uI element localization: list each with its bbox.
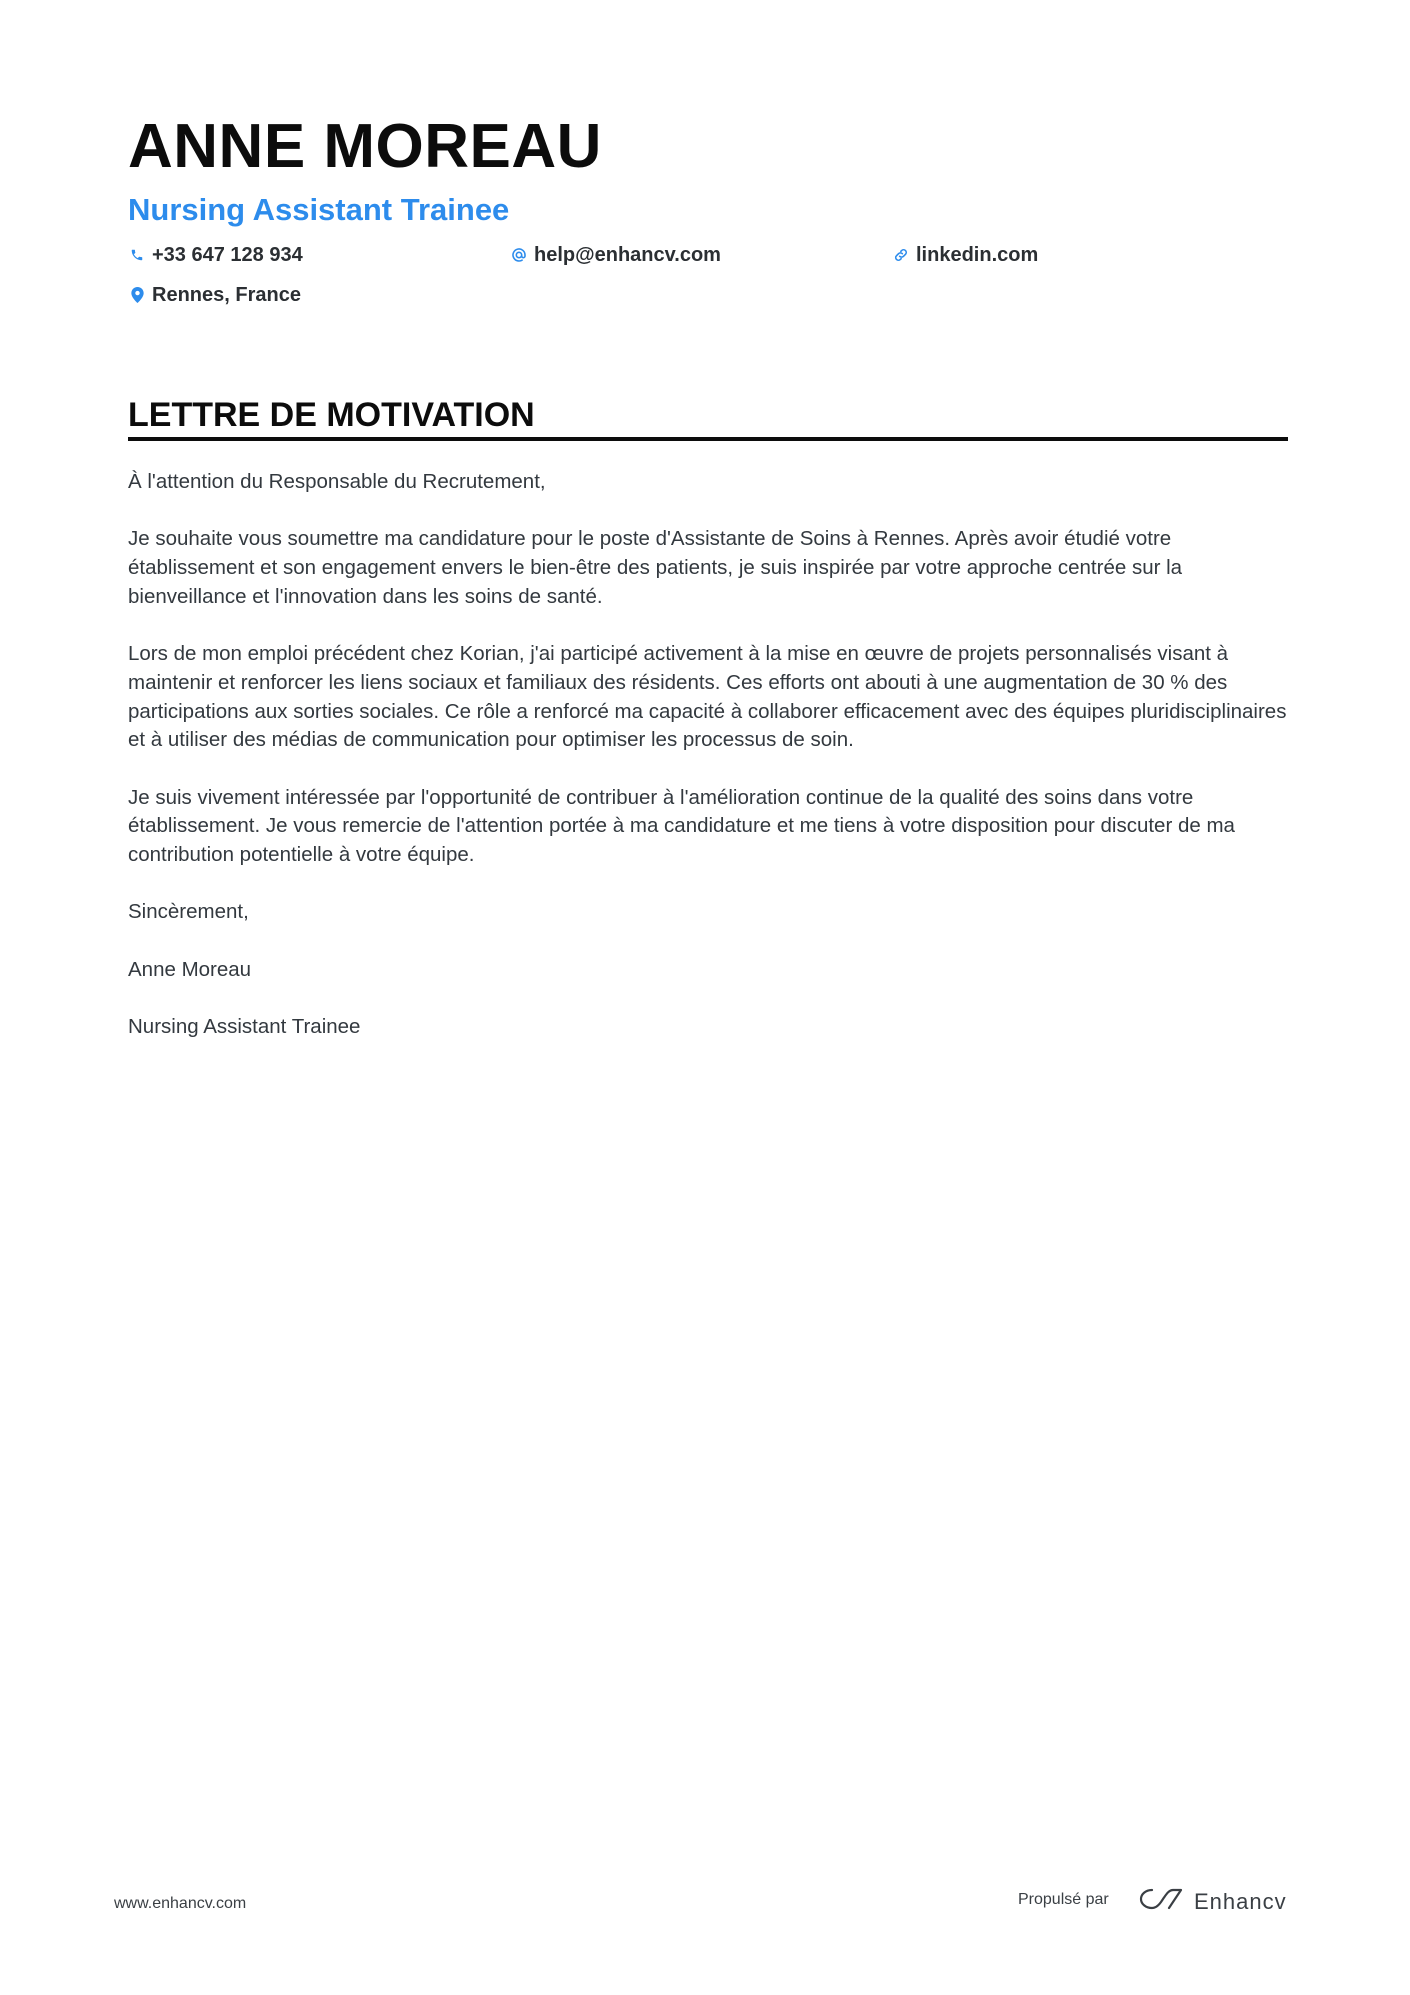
letter-paragraph: Je souhaite vous soumettre ma candidature pour le poste d'Assistante de Soins à Rennes. Après avoir étudié votre établissement et son engagement envers le bien-être des patients, je suis inspirée par votre approche centrée sur la bienveillance et l'innovation dans les soins de santé. — [128, 527, 1183, 608]
letter-closing: Sincèrement, — [128, 900, 249, 924]
footer-website-link[interactable]: www.enhancv.com — [114, 1895, 247, 1912]
candidate-name: ANNE MOREAU — [128, 112, 602, 181]
section-title: LETTRE DE MOTIVATION — [128, 396, 535, 434]
enhancv-logo-icon — [1138, 1886, 1184, 1917]
signature-title: Nursing Assistant Trainee — [128, 1015, 361, 1039]
at-icon — [510, 246, 528, 264]
phone-icon — [128, 246, 146, 264]
footer-brand-logo[interactable] — [1138, 1886, 1287, 1917]
contact-email[interactable] — [510, 242, 721, 268]
contact-link[interactable] — [892, 242, 1038, 268]
footer-brand-name: Enhancv — [1194, 1888, 1287, 1914]
link-text[interactable]: linkedin.com — [916, 244, 1039, 266]
map-pin-icon — [128, 286, 146, 304]
email-text[interactable]: help@enhancv.com — [534, 244, 721, 266]
letter-paragraph: Lors de mon emploi précédent chez Korian, j'ai participé activement à la mise en œuvre de projets personnalisés visant à maintenir et renforcer les liens sociaux et familiaux des résidents. Ces efforts ont abouti à une augmentation de 30 % des participations aux sorties sociales. Ce rôle a renforcé ma capacité à collaborer efficacement avec des équipes pluridisciplinaires et à utiliser des médias de communication pour optimiser les processus de soin. — [128, 642, 1287, 752]
section-divider — [128, 437, 1288, 441]
contact-phone — [128, 242, 303, 268]
phone-text: +33 647 128 934 — [152, 244, 303, 266]
location-text: Rennes, France — [152, 284, 301, 306]
link-icon — [892, 246, 910, 264]
letter-salutation: À l'attention du Responsable du Recrutement, — [128, 470, 546, 493]
letter-paragraph: Je suis vivement intéressée par l'opportunité de contribuer à l'amélioration continue de la qualité des soins dans votre établissement. Je vous remercie de l'attention portée à ma candidature et me tiens à votre disposition pour discuter de ma contribution potentielle à votre équipe. — [128, 785, 1235, 867]
footer-powered-by: Propulsé par — [1018, 1891, 1109, 1908]
signature-name: Anne Moreau — [128, 957, 252, 981]
letter-body — [128, 468, 1288, 1071]
candidate-title: Nursing Assistant Trainee — [128, 192, 510, 227]
contact-location — [128, 282, 301, 308]
